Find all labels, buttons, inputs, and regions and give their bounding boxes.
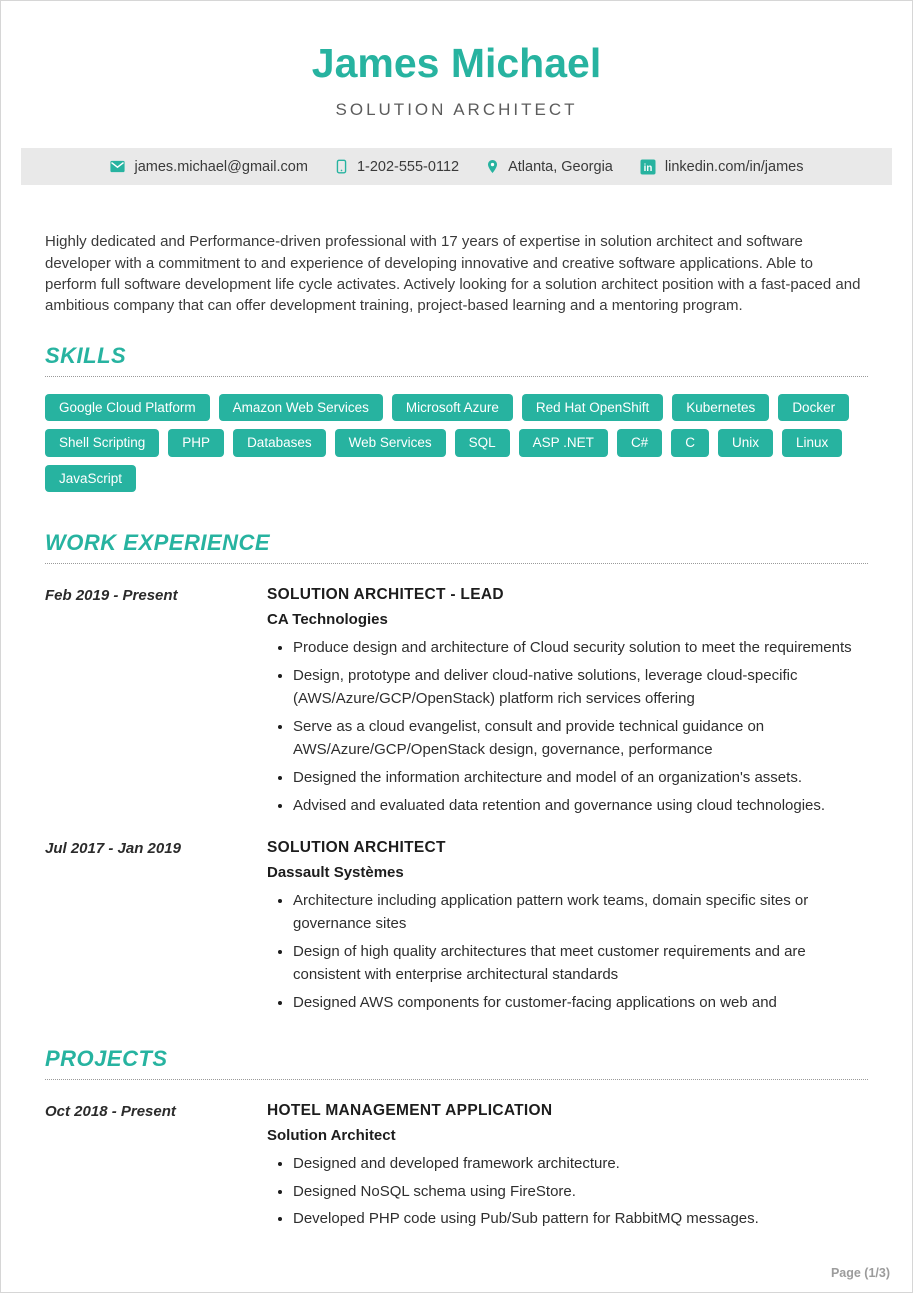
- bullet-item: • Designed NoSQL schema using FireStore.: [293, 1181, 868, 1204]
- location-pin-icon: [485, 158, 500, 175]
- bullet-item: • Designed and developed framework architecture.: [293, 1153, 868, 1176]
- email-icon: [109, 158, 126, 175]
- bullet-item: • Produce design and architecture of Cloud security solution to meet the requirements: [293, 637, 868, 660]
- entry-dates: Feb 2019 - Present: [45, 587, 178, 605]
- skill-pill: SQL: [455, 429, 510, 457]
- contact-location: [485, 158, 613, 175]
- bullet-item: • Designed the information architecture and model of an organization's assets.: [293, 767, 868, 790]
- contact-phone-text: 1-202-555-0112: [356, 158, 460, 175]
- linkedin-icon: [639, 158, 657, 176]
- entry-bullet-list: [267, 1153, 868, 1232]
- candidate-title: SOLUTION ARCHITECT: [335, 100, 578, 120]
- candidate-name: James Michael: [311, 40, 602, 86]
- skill-pill: Databases: [233, 429, 326, 457]
- experience-entry: [45, 839, 868, 1020]
- contact-location-text: Atlanta, Georgia: [508, 158, 613, 175]
- skill-pill: Unix: [718, 429, 773, 457]
- skill-pill: ASP .NET: [519, 429, 608, 457]
- skills-list: [45, 394, 868, 493]
- entry-dates: Jul 2017 - Jan 2019: [45, 839, 181, 857]
- summary-paragraph: Highly dedicated and Performance-driven professional with 17 years of expertise in solution architect and software developer with a commitment to and experience of developing innovative and creative software applications. Able to perform full software development life cycle activates. Actively looking for a solution architect position with a fast-paced and ambitious company that can offer development training, project-based learning and a mentoring program.: [45, 233, 861, 315]
- contact-email: [109, 158, 307, 175]
- project-title: HOTEL MANAGEMENT APPLICATION: [267, 1101, 553, 1119]
- skill-pill: Docker: [778, 394, 849, 422]
- page-number: Page (1/3): [830, 1266, 890, 1280]
- skill-pill: Web Services: [335, 429, 446, 457]
- svg-text:in: in: [643, 162, 653, 174]
- skill-pill: JavaScript: [45, 465, 136, 493]
- entry-body: [267, 586, 868, 823]
- phone-icon: [334, 158, 349, 175]
- bullet-item: • Architecture including application pattern work teams, domain specific sites or governance sites: [293, 890, 868, 936]
- skill-pill: Linux: [782, 429, 842, 457]
- skill-pill: Shell Scripting: [45, 429, 159, 457]
- work-experience-heading: WORK EXPERIENCE: [45, 530, 868, 564]
- skill-pill: Red Hat OpenShift: [522, 394, 663, 422]
- contact-email-text: james.michael@gmail.com: [134, 158, 308, 175]
- skill-pill: C#: [617, 429, 662, 457]
- skill-pill: Google Cloud Platform: [45, 394, 210, 422]
- skill-pill: Amazon Web Services: [219, 394, 383, 422]
- bullet-item: • Developed PHP code using Pub/Sub pattern for RabbitMQ messages.: [293, 1208, 868, 1231]
- entry-company: Dassault Systèmes: [267, 863, 404, 881]
- skill-pill: C: [671, 429, 709, 457]
- contact-bar: [21, 148, 892, 185]
- bullet-item: • Design, prototype and deliver cloud-native solutions, leverage cloud-specific (AWS/Azure/GCP/OpenStack) platform rich services offering: [293, 665, 868, 711]
- entry-body: [267, 839, 868, 1020]
- skill-pill: Kubernetes: [672, 394, 769, 422]
- entry-dates: Oct 2018 - Present: [45, 1102, 176, 1120]
- contact-linkedin: [639, 158, 804, 176]
- skills-heading: SKILLS: [45, 343, 868, 377]
- entry-company: CA Technologies: [267, 611, 388, 629]
- bullet-item: • Advised and evaluated data retention and governance using cloud technologies.: [293, 795, 868, 818]
- skill-pill: Microsoft Azure: [392, 394, 513, 422]
- project-entry: [45, 1102, 868, 1237]
- bullet-item: • Serve as a cloud evangelist, consult and provide technical guidance on AWS/Azure/GCP/OpenStack design, governance, performance: [293, 716, 868, 762]
- bullet-item: • Designed AWS components for customer-facing applications on web and: [293, 992, 868, 1015]
- projects-heading: PROJECTS: [45, 1046, 868, 1080]
- entry-bullet-list: [267, 890, 868, 1015]
- bullet-item: • Design of high quality architectures that meet customer requirements and are consistent with enterprise architectural standards: [293, 941, 868, 987]
- skill-pill: PHP: [168, 429, 224, 457]
- contact-phone: [334, 158, 459, 175]
- contact-linkedin-text: linkedin.com/in/james: [664, 158, 804, 175]
- experience-entry: [45, 586, 868, 823]
- entry-body: [267, 1102, 868, 1237]
- resume-header: [45, 1, 868, 120]
- entry-job-title: SOLUTION ARCHITECT - LEAD: [267, 586, 504, 604]
- entry-bullet-list: [267, 637, 868, 818]
- project-role: Solution Architect: [267, 1126, 396, 1144]
- entry-job-title: SOLUTION ARCHITECT: [267, 838, 446, 856]
